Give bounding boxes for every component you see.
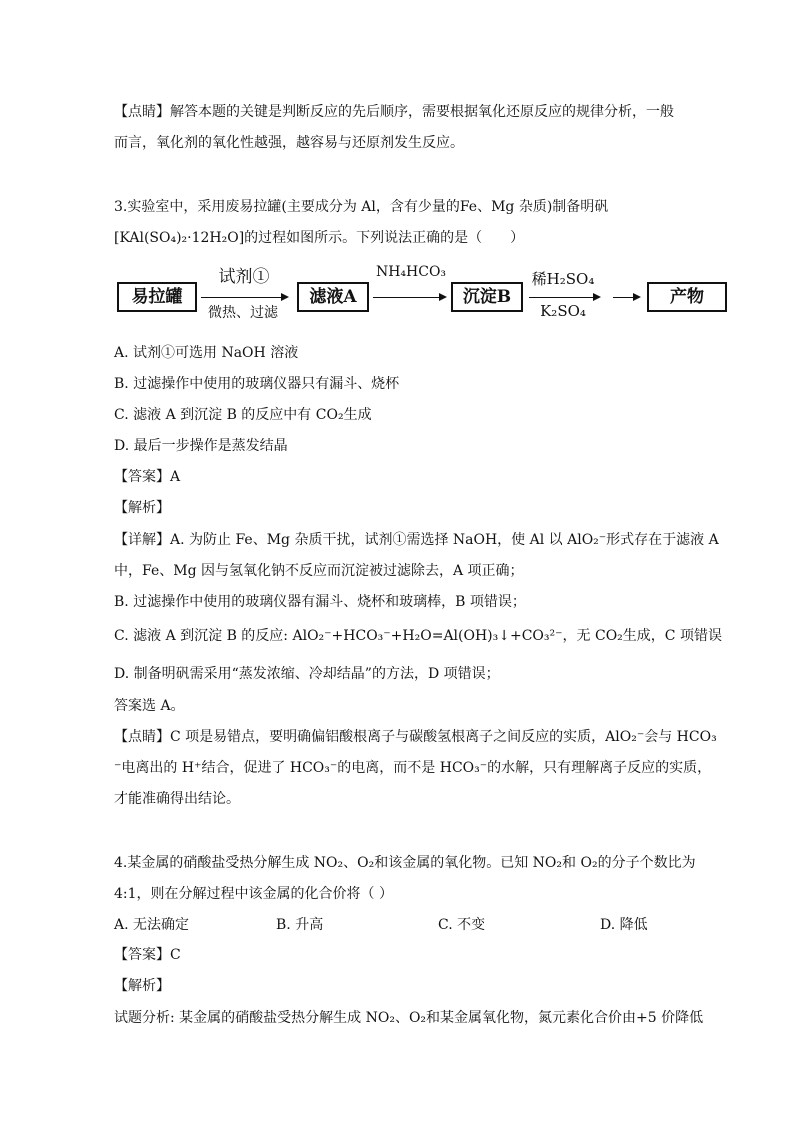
q3-option-d: D. 最后一步操作是蒸发结晶 — [114, 438, 288, 454]
q3-detail-line4 — [114, 626, 722, 646]
flow-arrow1-bottom-label: 微热、过滤 — [208, 305, 278, 321]
q3-analysis-label: 【解析】 — [114, 500, 170, 516]
tip1-line2: 而言，氧化剂的氧化性越强，越容易与还原剂发生反应。 — [114, 135, 464, 151]
q4-stem-line2: 4:1，则在分解过程中该金属的化合价将（ ） — [114, 886, 393, 902]
flow-box-product: 产物 — [647, 282, 727, 312]
q3-detail-line1: 【详解】A. 为防止 Fe、Mg 杂质干扰，试剂①需选择 NaOH，使 Al 以 AlO₂⁻形式存在于滤液 A — [114, 532, 719, 548]
q3-option-c: C. 滤液 A 到沉淀 B 的反应中有 CO₂生成 — [114, 407, 372, 423]
flow-arrow3-top-label: 稀H₂SO₄ — [531, 270, 595, 288]
flow-arrow3-bottom-label: K₂SO₄ — [540, 302, 586, 320]
q3-tip-line3: 才能准确得出结论。 — [114, 791, 240, 807]
q4-option-a: A. 无法确定 — [114, 917, 190, 933]
q3-tip-line1: 【点睛】C 项是易错点，要明确偏铝酸根离子与碳酸氢根离子之间反应的实质，AlO₂⁻会与 HCO₃ — [114, 729, 717, 745]
q3-option-b: B. 过滤操作中使用的玻璃仪器只有漏斗、烧杯 — [114, 376, 400, 392]
process-flow-diagram — [117, 264, 727, 328]
tip1-line1: 【点睛】解答本题的关键是判断反应的先后顺序，需要根据氧化还原反应的规律分析，一般 — [114, 104, 674, 120]
flow-arrow2-top-label: NH₄HCO₃ — [375, 264, 447, 280]
q3-detail-line5: D. 制备明矾需采用“蒸发浓缩、冷却结晶”的方法，D 项错误； — [114, 666, 500, 682]
q3-detail4-prefix: C. 滤液 A 到沉淀 B 的反应: — [114, 628, 293, 644]
q3-reaction-equation: AlO₂⁻+HCO₃⁻+H₂O=Al(OH)₃↓+CO₃²⁻ — [292, 628, 563, 644]
q4-analysis-label: 【解析】 — [114, 978, 170, 994]
q4-stem-line1: 4.某金属的硝酸盐受热分解生成 NO₂、O₂和该金属的氧化物。已知 NO₂和 O₂的分子个数比为 — [114, 855, 696, 871]
q3-detail-line2: 中，Fe、Mg 因与氢氧化钠不反应而沉淀被过滤除去，A 项正确； — [114, 563, 524, 579]
q3-detail-line3: B. 过滤操作中使用的玻璃仪器有漏斗、烧杯和玻璃棒，B 项错误； — [114, 594, 526, 610]
flow-arrow1-top-label: 试剂① — [218, 267, 270, 287]
q3-answer: 【答案】A — [114, 469, 181, 485]
q3-detail4-suffix: ，无 CO₂生成，C 项错误 — [562, 628, 722, 644]
q4-option-d: D. 降低 — [600, 917, 648, 933]
flow-box-can: 易拉罐 — [117, 282, 197, 312]
flow-arrow-1 — [201, 297, 287, 298]
q3-tip-line2: ⁻电离出的 H⁺结合，促进了 HCO₃⁻的电离，而不是 HCO₃⁻的水解，只有理解离子反应的实质， — [114, 760, 712, 776]
q4-option-b: B. 升高 — [276, 917, 324, 933]
flow-arrow-2 — [373, 297, 445, 298]
q3-stem-line2: [KAl(SO₄)₂·12H₂O]的过程如图所示。下列说法正确的是（ ） — [114, 230, 525, 246]
q4-option-c: C. 不变 — [438, 917, 486, 933]
q4-answer: 【答案】C — [114, 947, 181, 963]
q3-conclusion: 答案选 A。 — [114, 698, 185, 714]
q4-analysis-line1: 试题分析: 某金属的硝酸盐受热分解生成 NO₂、O₂和某金属氧化物，氮元素化合价由+5 价降低 — [114, 1010, 704, 1026]
flow-arrow-3 — [529, 297, 599, 298]
flow-box-precipitate-b: 沉淀B — [451, 282, 523, 312]
flow-box-filtrate-a: 滤液A — [297, 282, 369, 312]
q3-stem-line1: 3.实验室中，采用废易拉罐(主要成分为 Al，含有少量的Fe、Mg 杂质)制备明矾 — [114, 199, 609, 215]
flow-arrow-4 — [613, 297, 639, 298]
q3-option-a: A. 试剂①可选用 NaOH 溶液 — [114, 345, 299, 361]
